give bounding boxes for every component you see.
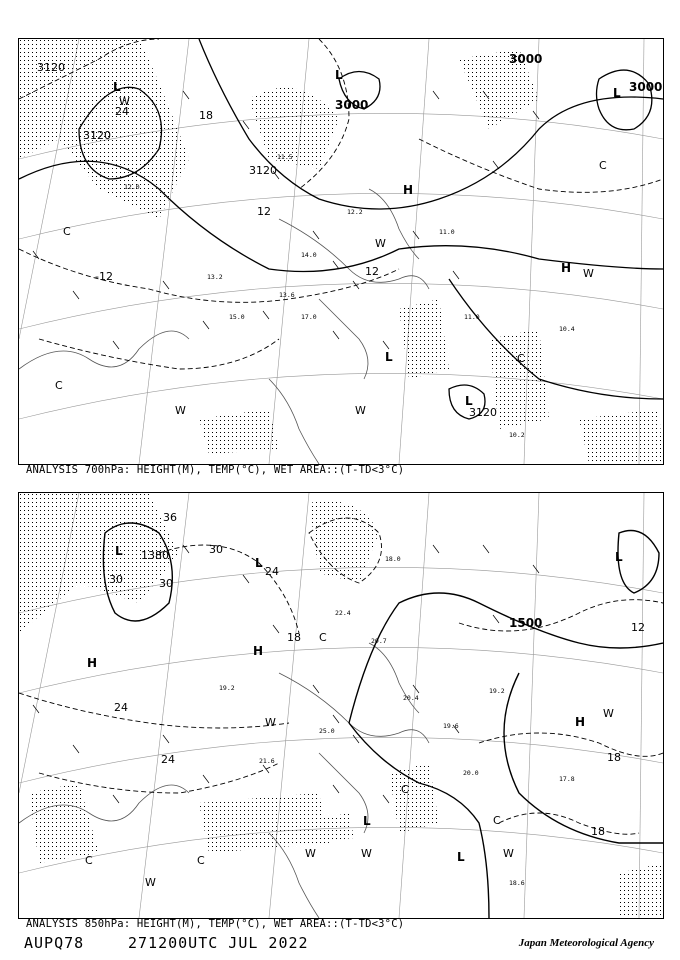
station-value: 11.0 xyxy=(439,228,455,236)
temp-label: 24 xyxy=(161,753,175,766)
caption-850hpa: ANALYSIS 850hPa: HEIGHT(M), TEMP(°C), WET AREA::(T-TD<3°C) xyxy=(26,918,405,930)
warm-marker: W xyxy=(355,404,366,417)
pressure-center-low: L xyxy=(255,556,263,570)
cold-marker: C xyxy=(319,631,327,644)
temp-label: 12 xyxy=(365,265,379,278)
temp-label: 30 xyxy=(209,543,223,556)
pressure-center-high: H xyxy=(253,644,264,658)
height-label: 3120 xyxy=(249,164,277,177)
temp-label: 18 xyxy=(199,109,213,122)
temp-label: 36 xyxy=(163,511,177,524)
temp-label: 30 xyxy=(159,577,173,590)
cold-marker: C xyxy=(493,814,501,827)
temp-label: 12 xyxy=(257,205,271,218)
height-label: 3000 xyxy=(629,80,663,94)
station-value: 13.2 xyxy=(207,273,223,281)
warm-marker: W xyxy=(375,237,386,250)
temp-label: 12 xyxy=(631,621,645,634)
station-value: 17.0 xyxy=(301,313,317,321)
station-value: 20.0 xyxy=(463,769,479,777)
pressure-center-low: L xyxy=(335,68,343,82)
temp-label: 18 xyxy=(287,631,301,644)
cold-marker: C xyxy=(63,225,71,238)
temp-labels xyxy=(109,511,645,838)
warm-marker: W xyxy=(361,847,372,860)
station-value: 14.0 xyxy=(301,251,317,259)
pressure-center-high: H xyxy=(403,183,414,197)
station-value: 19.2 xyxy=(489,687,505,695)
station-value: 12.0 xyxy=(124,183,140,191)
station-value: 25.0 xyxy=(319,727,335,735)
height-label: 3120 xyxy=(37,61,65,74)
station-value: 15.0 xyxy=(229,313,245,321)
analysis-700hpa-map xyxy=(18,38,664,465)
cold-marker: C xyxy=(599,159,607,172)
pressure-center-low: L xyxy=(613,86,621,100)
station-value: 20.7 xyxy=(371,637,387,645)
pressure-centers xyxy=(87,544,623,864)
caption-700hpa: ANALYSIS 700hPa: HEIGHT(M), TEMP(°C), WET AREA::(T-TD<3°C) xyxy=(26,464,405,476)
warm-marker: W xyxy=(603,707,614,720)
warm-marker: W xyxy=(119,95,130,108)
valid-time: 271200UTC JUL 2022 xyxy=(128,934,309,952)
station-value: 13.6 xyxy=(279,291,295,299)
temp-label: 24 xyxy=(265,565,279,578)
station-value: 21.6 xyxy=(259,757,275,765)
cold-marker: C xyxy=(517,352,525,365)
height-label: 3120 xyxy=(469,406,497,419)
station-value: 10.2 xyxy=(509,431,525,439)
height-label: 3120 xyxy=(83,129,111,142)
analysis-850hpa-map xyxy=(18,492,664,919)
warm-marker: W xyxy=(583,267,594,280)
station-value: 12.2 xyxy=(347,208,363,216)
pressure-center-high: H xyxy=(561,261,572,275)
cold-marker: C xyxy=(85,854,93,867)
height-label: 1380 xyxy=(141,549,169,562)
station-value: 20.4 xyxy=(403,694,419,702)
pressure-center-low: L xyxy=(465,394,473,408)
warm-marker: W xyxy=(175,404,186,417)
pressure-center-high: H xyxy=(575,715,586,729)
pressure-center-low: L xyxy=(363,814,371,828)
pressure-center-low: L xyxy=(115,544,123,558)
temp-label: -12 xyxy=(95,270,113,283)
pressure-center-high: H xyxy=(87,656,98,670)
cold-marker: C xyxy=(55,379,63,392)
height-label: 1500 xyxy=(509,616,543,630)
warm-marker: W xyxy=(503,847,514,860)
pressure-center-low: L xyxy=(457,850,465,864)
station-value: 19.2 xyxy=(219,684,235,692)
temp-label: 30 xyxy=(109,573,123,586)
temp-label: 18 xyxy=(607,751,621,764)
pressure-center-low: L xyxy=(615,550,623,564)
pressure-center-low: L xyxy=(385,350,393,364)
map-850-canvas xyxy=(19,493,663,918)
station-value: 17.8 xyxy=(559,775,575,783)
temp-label: 24 xyxy=(115,105,129,118)
height-label: 3000 xyxy=(509,52,543,66)
station-value: 11.5 xyxy=(277,153,293,161)
cold-marker: C xyxy=(197,854,205,867)
temp-label: 24 xyxy=(114,701,128,714)
station-value: 22.4 xyxy=(335,609,351,617)
height-label: 3000 xyxy=(335,98,369,112)
warm-marker: W xyxy=(265,716,276,729)
station-value: 19.6 xyxy=(443,722,459,730)
pressure-center-low: L xyxy=(113,80,121,94)
agency-name: Japan Meteorological Agency xyxy=(518,937,654,949)
warm-marker: W xyxy=(145,876,156,889)
cold-marker: C xyxy=(401,783,409,796)
map-700-canvas xyxy=(19,39,663,464)
station-value: 18.6 xyxy=(509,879,525,887)
station-value: 11.0 xyxy=(464,313,480,321)
station-value: 10.4 xyxy=(559,325,575,333)
temp-label: 18 xyxy=(591,825,605,838)
pressure-centers xyxy=(113,68,621,408)
warm-marker: W xyxy=(305,847,316,860)
station-value: 18.0 xyxy=(385,555,401,563)
bulletin-code: AUPQ78 xyxy=(24,934,85,952)
